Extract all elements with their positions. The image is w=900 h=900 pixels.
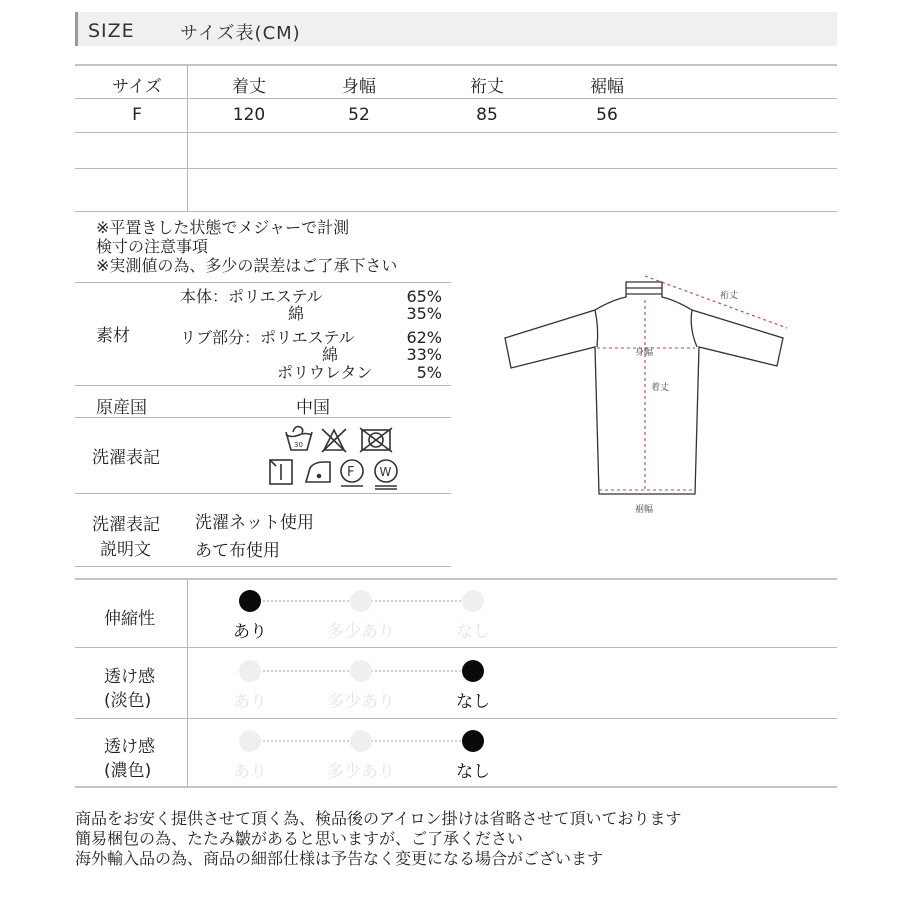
col-header-width: 身幅: [342, 77, 376, 97]
measure-lines: [597, 276, 787, 490]
scale-option-label: 多少あり: [327, 762, 395, 782]
footer-line: 海外輸入品の為、商品の細部仕様は予告なく変更になる場合がございます: [75, 849, 604, 868]
scale-option-label: 多少あり: [327, 622, 395, 642]
scale-option-label: 多少あり: [327, 692, 395, 712]
table-cell: 85: [476, 105, 498, 125]
material-label: 素材: [96, 326, 130, 346]
scale-dot: [350, 660, 372, 682]
info-rule: [75, 385, 451, 386]
no-tumble-dry-icon: [360, 428, 392, 452]
material-name: 綿: [322, 345, 339, 364]
garment-diagram: [495, 270, 815, 520]
size-subheading: サイズ表(CM): [180, 23, 301, 44]
table-top-rule: [75, 64, 837, 66]
info-rule: [75, 566, 451, 567]
dry-clean-f-icon: [341, 460, 363, 486]
info-rule: [75, 282, 451, 283]
washing-label: 洗濯表記: [92, 448, 160, 468]
scale-dot-selected: [239, 590, 261, 612]
material-name: リブ部分：ポリエステル: [180, 328, 355, 347]
scale-label: 透け感: [104, 667, 155, 687]
garment-outline: [505, 282, 783, 494]
scale-option-label: あり: [233, 622, 267, 642]
scale-dot: [239, 730, 261, 752]
note-line: 検寸の注意事項: [96, 237, 209, 256]
origin-value: 中国: [296, 398, 330, 418]
scale-dot-selected: [462, 660, 484, 682]
scale-option-label: なし: [456, 622, 490, 642]
scale-dot: [350, 590, 372, 612]
scale-dot: [350, 730, 372, 752]
note-line: ※実測値の為、多少の誤差はご了承下さい: [96, 256, 398, 275]
scale-label: 透け感: [104, 737, 155, 757]
table-cell: 120: [232, 105, 266, 125]
scale-option-label: なし: [456, 692, 490, 712]
footer-line: 商品をお安く提供させて頂く為、検品後のアイロン掛けは省略させて頂いております: [75, 809, 682, 828]
material-pct: 35%: [406, 304, 442, 323]
scales-rule: [75, 718, 837, 719]
washing-symbols: [264, 424, 400, 490]
scale-label-sub: (淡色): [104, 691, 152, 711]
wet-clean-w-icon: [375, 460, 397, 489]
table-rule: [75, 168, 837, 169]
washing-desc-text: あて布使用: [195, 541, 280, 561]
info-rule: [75, 493, 451, 494]
scale-label-sub: (濃色): [104, 761, 152, 781]
material-name: 本体：ポリエステル: [180, 287, 323, 306]
scale-dot-selected: [462, 730, 484, 752]
material-pct: 5%: [416, 363, 442, 382]
diagram-label-length: 着丈: [651, 383, 670, 393]
scale-option-label: あり: [233, 692, 267, 712]
table-cell: 52: [348, 105, 370, 125]
svg-text:F: F: [347, 465, 355, 480]
table-rule: [75, 98, 837, 99]
diagram-label-sleeve: 裄丈: [720, 291, 739, 301]
diagram-label-hem: 裾幅: [635, 505, 654, 515]
material-name: ポリウレタン: [277, 363, 373, 382]
washing-desc-text: 洗濯ネット使用: [195, 513, 314, 533]
washing-desc-label: 説明文: [100, 540, 151, 560]
table-divider: [187, 65, 188, 211]
table-cell: 56: [596, 105, 618, 125]
material-name: 綿: [288, 304, 305, 323]
material-pct: 33%: [406, 345, 442, 364]
svg-text:30: 30: [294, 441, 303, 449]
origin-label: 原産国: [96, 398, 147, 418]
scales-top-rule: [75, 578, 837, 580]
scales-rule: [75, 647, 837, 648]
no-bleach-icon: [322, 429, 346, 452]
scale-option-label: あり: [233, 762, 267, 782]
sleeve-measure-line: [645, 276, 787, 328]
col-header-sleeve: 裄丈: [470, 77, 504, 97]
scale-dot: [239, 660, 261, 682]
table-cell: F: [132, 105, 142, 125]
hand-wash-30-icon: [286, 427, 312, 450]
note-line: ※平置きした状態でメジャーで計測: [96, 218, 350, 237]
scale-label: 伸縮性: [104, 609, 155, 629]
scales-bottom-rule: [75, 786, 837, 788]
line-dry-shade-icon: [270, 460, 292, 484]
col-header-size: サイズ: [112, 77, 162, 97]
scales-divider: [187, 580, 188, 786]
material-pct: 62%: [406, 328, 442, 347]
scale-option-label: なし: [456, 762, 490, 782]
table-rule: [75, 211, 837, 212]
scale-dot: [462, 590, 484, 612]
diagram-label-width: 身幅: [635, 348, 654, 358]
size-heading: SIZE: [88, 20, 135, 42]
col-header-hem: 裾幅: [590, 77, 624, 97]
table-rule: [75, 132, 837, 133]
col-header-length: 着丈: [232, 77, 266, 97]
svg-text:W: W: [379, 465, 392, 479]
washing-desc-label: 洗濯表記: [92, 515, 160, 535]
material-pct: 65%: [406, 287, 442, 306]
footer-line: 簡易梱包の為、たたみ皺があると思いますが、ご了承ください: [75, 829, 524, 848]
iron-low-icon: [306, 462, 330, 482]
